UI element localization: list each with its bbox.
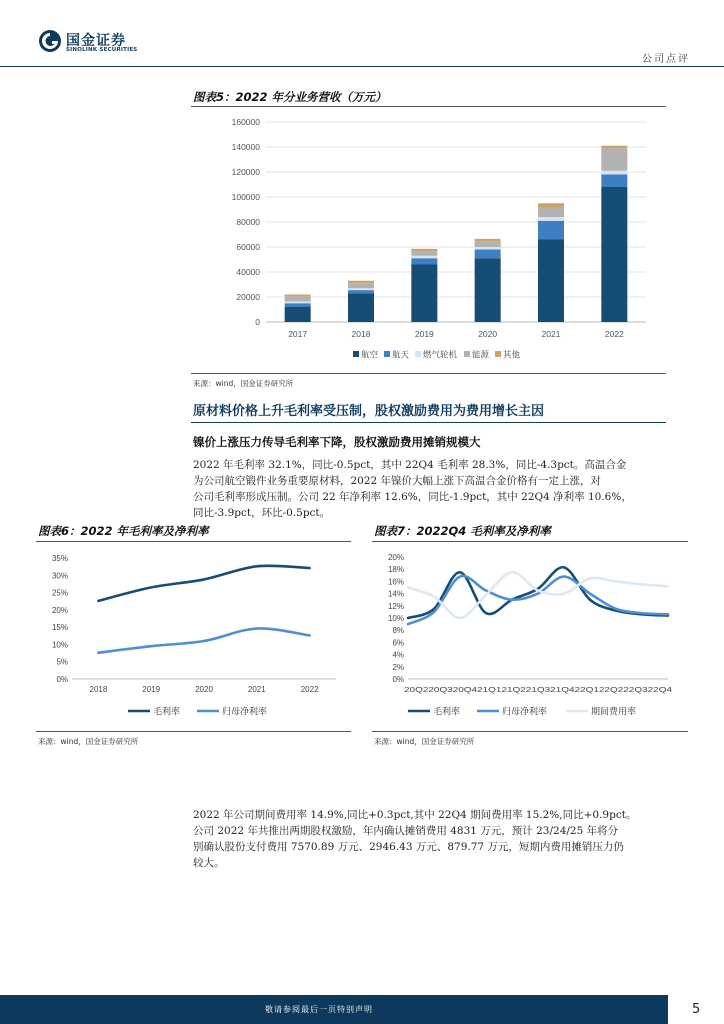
y-tick-label: 20% — [387, 553, 404, 562]
bar-segment — [411, 256, 437, 259]
x-tick-label: 2019 — [414, 329, 434, 339]
paragraph-2-line: 2022 年公司期间费用率 14.9%,同比+0.3pct,其中 22Q4 期间费用率 15.2%,同比+0.9pct。 — [193, 809, 637, 821]
section-divider — [191, 422, 666, 423]
legend-label: 毛利率 — [153, 706, 181, 717]
paragraph-2-line: 别确认股份支付费用 7570.89 万元、2946.43 万元、879.77 万元，短期内费用摊销压力仍 — [193, 841, 624, 853]
bar-segment — [348, 288, 374, 290]
figure5-chart — [191, 110, 666, 372]
y-tick-label: 5% — [56, 657, 68, 667]
logo-text-en: SINOLINK SECURITIES — [66, 47, 138, 53]
logo-text-cn: 国金证券 — [66, 33, 126, 49]
y-tick-label: 20000 — [236, 292, 260, 302]
y-tick-label: 0% — [56, 675, 68, 684]
bar-segment — [601, 171, 627, 175]
figure7-title: 图表7：2022Q4 毛利率及净利率 — [374, 524, 551, 538]
section-heading: 原材料价格上升毛利率受压制，股权激励费用为费用增长主因 — [193, 404, 545, 419]
y-tick-label: 4% — [392, 650, 404, 660]
figure5-rule-top — [191, 106, 666, 107]
figure7-chart — [372, 546, 688, 728]
y-tick-label: 2% — [392, 662, 404, 672]
bar-segment — [411, 251, 437, 255]
x-tick-label: 2022 — [604, 329, 624, 339]
y-tick-label: 80000 — [236, 217, 260, 227]
y-tick-label: 8% — [392, 626, 404, 636]
bar-segment — [538, 207, 564, 217]
legend-swatch — [495, 351, 501, 357]
bar-segment — [601, 148, 627, 171]
y-tick-label: 60000 — [236, 242, 260, 252]
paragraph-1-line: 同比-3.9pct，环比-0.5pct。 — [193, 507, 331, 519]
y-tick-label: 40000 — [236, 267, 260, 277]
figure6-chart — [36, 546, 351, 728]
bar-segment — [475, 247, 501, 250]
bar-segment — [601, 175, 627, 188]
bar-segment — [411, 249, 437, 252]
footer-disclaimer: 敬请参阅最后一页特别声明 — [265, 1005, 373, 1014]
bar-segment — [285, 303, 311, 307]
paragraph-2-line: 较大。 — [193, 857, 225, 869]
bar-segment — [411, 265, 437, 323]
logo-icon — [38, 29, 62, 53]
figure6-rule-bottom — [36, 731, 351, 732]
bar-segment — [538, 203, 564, 207]
figure6-title: 图表6：2022 年毛利率及净利率 — [38, 524, 209, 538]
x-tick-label: 2018 — [351, 329, 371, 339]
report-type: 公司点评 — [642, 54, 690, 65]
y-tick-label: 14% — [387, 589, 404, 599]
y-tick-label: 160000 — [231, 117, 260, 127]
legend-swatch — [353, 351, 359, 357]
bar-segment — [475, 250, 501, 259]
section-subheading: 镍价上涨压力传导毛利率下降，股权激励费用摊销规模大 — [193, 435, 481, 449]
y-tick-label: 10% — [51, 640, 68, 650]
y-tick-label: 18% — [387, 565, 404, 575]
x-tick-labels: 20Q220Q320Q421Q121Q221Q321Q422Q122Q222Q322Q4 — [404, 685, 672, 694]
x-tick-label: 2021 — [247, 685, 266, 694]
x-tick-label: 2020 — [478, 329, 498, 339]
y-tick-label: 6% — [392, 638, 404, 648]
bar-segment — [411, 258, 437, 264]
legend-label: 燃气轮机 — [423, 349, 458, 360]
legend-swatch — [384, 351, 390, 357]
header — [0, 0, 724, 70]
figure7-source: 来源：wind，国金证券研究所 — [374, 737, 475, 746]
y-tick-label: 0 — [255, 317, 260, 327]
bar-segment — [348, 283, 374, 288]
y-tick-label: 10% — [387, 614, 404, 623]
paragraph-2-line: 公司 2022 年共推出两期股权激励，年内确认摊销费用 4831 万元，预计 23/24/25 年将分 — [193, 825, 619, 837]
legend-swatch — [415, 351, 421, 357]
series-line — [98, 566, 309, 601]
y-tick-label: 12% — [387, 601, 404, 611]
bar-segment — [285, 295, 311, 297]
y-tick-label: 25% — [51, 588, 68, 598]
y-tick-label: 30% — [51, 571, 68, 581]
x-tick-label: 2021 — [541, 329, 561, 339]
figure6-rule-top — [36, 541, 351, 542]
bar-segment — [285, 301, 311, 303]
x-tick-label: 2018 — [89, 685, 108, 694]
bar-segment — [475, 239, 501, 242]
page-number: 5 — [692, 1002, 701, 1017]
x-tick-label: 2019 — [142, 685, 161, 694]
bar-segment — [348, 293, 374, 322]
paragraph-1-line: 为公司航空锻件业务重要原材料，2022 年镍价大幅上涨下高温合金价格有一定上涨，对 — [193, 475, 602, 487]
legend-swatch — [464, 351, 470, 357]
header-divider — [0, 66, 724, 67]
bar-segment — [538, 217, 564, 221]
bar-segment — [601, 146, 627, 149]
y-tick-label: 20% — [51, 605, 68, 615]
figure5-source: 来源：wind，国金证券研究所 — [193, 379, 294, 388]
legend-label: 能源 — [472, 349, 490, 360]
figure7-rule-bottom — [372, 731, 688, 732]
y-tick-label: 16% — [387, 577, 404, 587]
legend-label: 航天 — [392, 349, 410, 360]
legend-label: 期间费用率 — [591, 706, 637, 717]
figure6-source: 来源：wind，国金证券研究所 — [38, 737, 139, 746]
legend-label: 其他 — [503, 349, 521, 360]
legend-label: 归母净利率 — [502, 706, 548, 717]
figure7-rule-top — [372, 541, 688, 542]
y-tick-label: 15% — [51, 623, 68, 633]
paragraph-1 — [193, 457, 673, 521]
figure5-rule-bottom — [191, 373, 666, 374]
x-tick-label: 2017 — [288, 329, 308, 339]
bar-segment — [538, 221, 564, 240]
y-tick-label: 140000 — [231, 142, 260, 152]
y-tick-label: 120000 — [231, 167, 260, 177]
bar-segment — [601, 187, 627, 322]
bar-segment — [475, 258, 501, 322]
series-line — [98, 628, 309, 652]
y-tick-label: 100000 — [231, 192, 260, 202]
paragraph-2 — [193, 807, 673, 871]
legend-label: 归母净利率 — [222, 706, 268, 717]
legend-label: 毛利率 — [433, 706, 461, 717]
y-tick-label: 0% — [392, 675, 404, 684]
paragraph-1-line: 公司毛利率形成压制。公司 22 年净利率 12.6%，同比-1.9pct，其中 22Q4 净利率 10.6%， — [193, 491, 632, 503]
bar-segment — [538, 240, 564, 323]
paragraph-1-line: 2022 年毛利率 32.1%，同比-0.5pct，其中 22Q4 毛利率 28.3%，同比-4.3pct。高温合金 — [193, 459, 627, 471]
bar-segment — [348, 290, 374, 293]
bar-segment — [285, 296, 311, 301]
bar-segment — [475, 241, 501, 247]
x-tick-label: 2020 — [195, 685, 213, 694]
figure5-title: 图表5：2022 年分业务营收（万元） — [193, 90, 387, 104]
y-tick-label: 35% — [51, 554, 68, 563]
x-tick-label: 2022 — [300, 685, 319, 694]
bar-segment — [348, 281, 374, 284]
legend-label: 航空 — [361, 349, 379, 360]
bar-segment — [285, 307, 311, 322]
